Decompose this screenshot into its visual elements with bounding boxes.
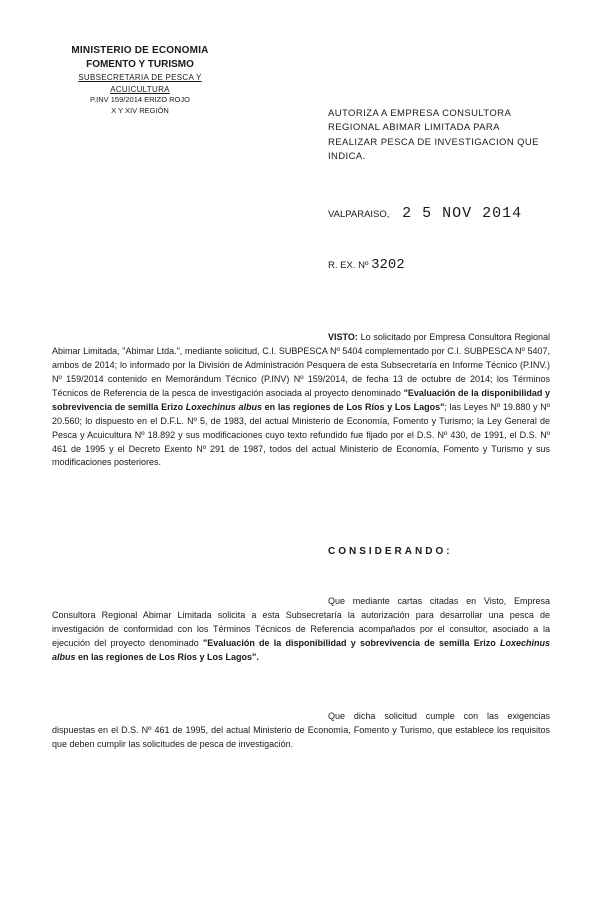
region-label: X Y XIV REGIÓN	[111, 105, 169, 115]
visto-project-a: "Evaluación de la disponibilidad y sobrevivencia de semilla Erizo	[52, 387, 550, 412]
considerando-paragraph-1	[52, 595, 550, 665]
resolution-subject: AUTORIZA A EMPRESA CONSULTORA REGIONAL ABIMAR LIMITADA PARA REALIZAR PESCA DE INVESTIGACION QUE INDICA.	[328, 108, 539, 162]
considerando-heading: CONSIDERANDO:	[328, 546, 453, 557]
date-line	[328, 203, 522, 224]
considerando-paragraph-2: Que dicha solicitud cumple con las exigencias dispuestas en el D.S. Nº 461 de 1995, del actual Ministerio de Economía, Fomento y Turismo, que establece los requisitos que deben cumplir las solicitudes de pesca de investigación.	[52, 711, 550, 749]
c1-text: Que mediante cartas citadas en Visto, Empresa Consultora Regional Abimar Limitada solicita a esta Subsecretaría la autorización para desarrollar una pesca de investigación de conformidad con los Términos Técnicos de Referencia acompañados por el consultor, asociado a la ejecución del proyecto denominado	[52, 596, 550, 648]
c1-project-a: "Evaluación de la disponibilidad y sobrevivencia de semilla Erizo	[203, 637, 500, 648]
c1-species: Loxechinus albus	[52, 637, 550, 662]
visto-text-1: Lo solicitado por Empresa Consultora Regional Abimar Limitada, "Abimar Ltda.", mediante solicitud, C.I. SUBPESCA Nº 5404 complementado por C.I. SUBPESCA Nº 5407, ambos de 2014; lo informado por la División de Administración Pesquera de esta Subsecretaría en Informe Técnico (P.INV.) Nº 159/2014 contenido en Memorándum Técnico (P.INV) Nº 159/2014, de fecha 13 de octubre de 2014; los Términos Técnicos de Referencia de la pesca de investigación asociada al proyecto denominado	[52, 332, 550, 398]
subsecretaria-name: SUBSECRETARIA DE PESCA Y ACUICULTURA	[78, 73, 202, 94]
resolution-number: 3202	[371, 257, 405, 273]
visto-lead: VISTO:	[328, 332, 358, 342]
pinv-reference: P.INV 159/2014 ERIZO ROJO	[90, 95, 190, 105]
date-stamp: 2 5 NOV 2014	[402, 205, 523, 222]
resolution-label: R. EX. Nº	[328, 260, 369, 271]
ministry-name-2: FOMENTO Y TURISMO	[86, 59, 194, 71]
c1-project-b: en las regiones de Los Ríos y Los Lagos".	[75, 651, 259, 662]
resolution-number-line	[328, 256, 405, 276]
date-place: VALPARAISO,	[328, 209, 390, 220]
visto-species: Loxechinus albus	[185, 401, 262, 412]
visto-paragraph	[52, 331, 550, 470]
visto-text-2: ; las Leyes Nº 19.880 y Nº 20.560; lo dispuesto en el D.F.L. Nº 5, de 1983, del actual Ministerio de Economía, Fomento y Turismo; la Ley General de Pesca y Acuicultura Nº 18.892 y sus modificaciones cuyo texto refundido fue fijado por el D.S. Nº 430, de 1991, el D.S. Nº 461 de 1995 y el Decreto Exento Nº 291 de 1987, todos del actual Ministerio de Economía, Fomento y Turismo y sus modificaciones posteriores.	[52, 401, 551, 468]
visto-project-b: en las regiones de Los Ríos y Los Lagos"	[261, 401, 445, 412]
letterhead	[52, 44, 228, 116]
ministry-name: MINISTERIO DE ECONOMIA	[71, 45, 209, 56]
